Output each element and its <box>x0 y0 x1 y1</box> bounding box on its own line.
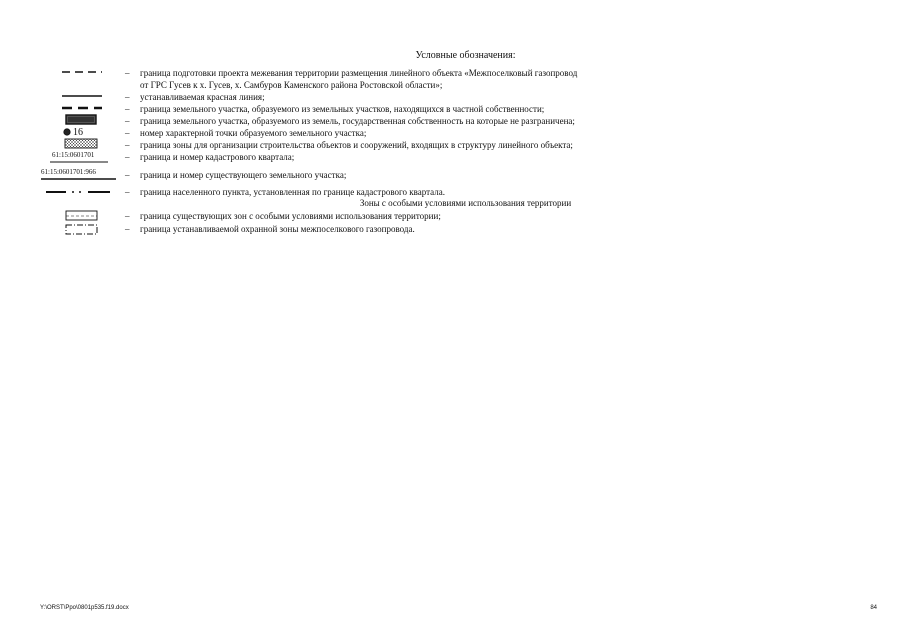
file-path: Y:\ORST\Ppo\0801p535.f19.docx <box>40 605 129 611</box>
legend-text: граница земельного участка, образуемого из земель, государственная собственность на которые не разграничена; <box>140 116 575 126</box>
legend-text: номер характерной точки образуемого земельного участка; <box>140 128 367 138</box>
legend-text: граница зоны для организации строительства объектов и сооружений, входящих в структуру линейного объекта; <box>140 140 573 150</box>
solid-line-icon <box>0 91 905 103</box>
legend-text: граница земельного участка, образуемого из земельных участков, находящихся в частной собственности; <box>140 104 545 114</box>
legend-text: граница населенного пункта, установленная по границе кадастрового квартала. <box>140 187 445 197</box>
land-plot-icon <box>0 168 905 182</box>
point-number-label: 16 <box>73 127 83 138</box>
existing-zone-icon <box>0 210 905 224</box>
legend-title: Условные обозначения: <box>415 50 516 61</box>
legend-text: устанавливаемая красная линия; <box>140 92 265 102</box>
legend-text: граница и номер существующего земельного участка; <box>140 170 347 180</box>
legend-text: граница подготовки проекта межевания территории размещения линейного объекта «Межпоселковый газопровод <box>140 68 578 78</box>
protection-zone-icon <box>0 223 905 237</box>
legend-text: граница устанавливаемой охранной зоны межпоселкового газопровода. <box>140 224 415 234</box>
zones-subtitle: Зоны с особыми условиями использования территории <box>359 198 572 208</box>
page-number: 84 <box>870 605 877 611</box>
legend-text: от ГРС Гусев к х. Гусев, х. Самбуров Каменского района Ростовской области»; <box>140 80 443 90</box>
point-marker-icon <box>0 127 905 139</box>
legend-text: граница существующих зон с особыми условиями использования территории; <box>140 211 441 221</box>
cadastral-quarter-label: 61:15:0601701 <box>52 151 95 159</box>
land-plot-label: 61:15:0601701:966 <box>41 168 96 176</box>
cadastral-quarter-icon <box>0 151 905 165</box>
dash-dot-line-icon <box>0 186 905 198</box>
legend-text: граница и номер кадастрового квартала; <box>140 152 295 162</box>
